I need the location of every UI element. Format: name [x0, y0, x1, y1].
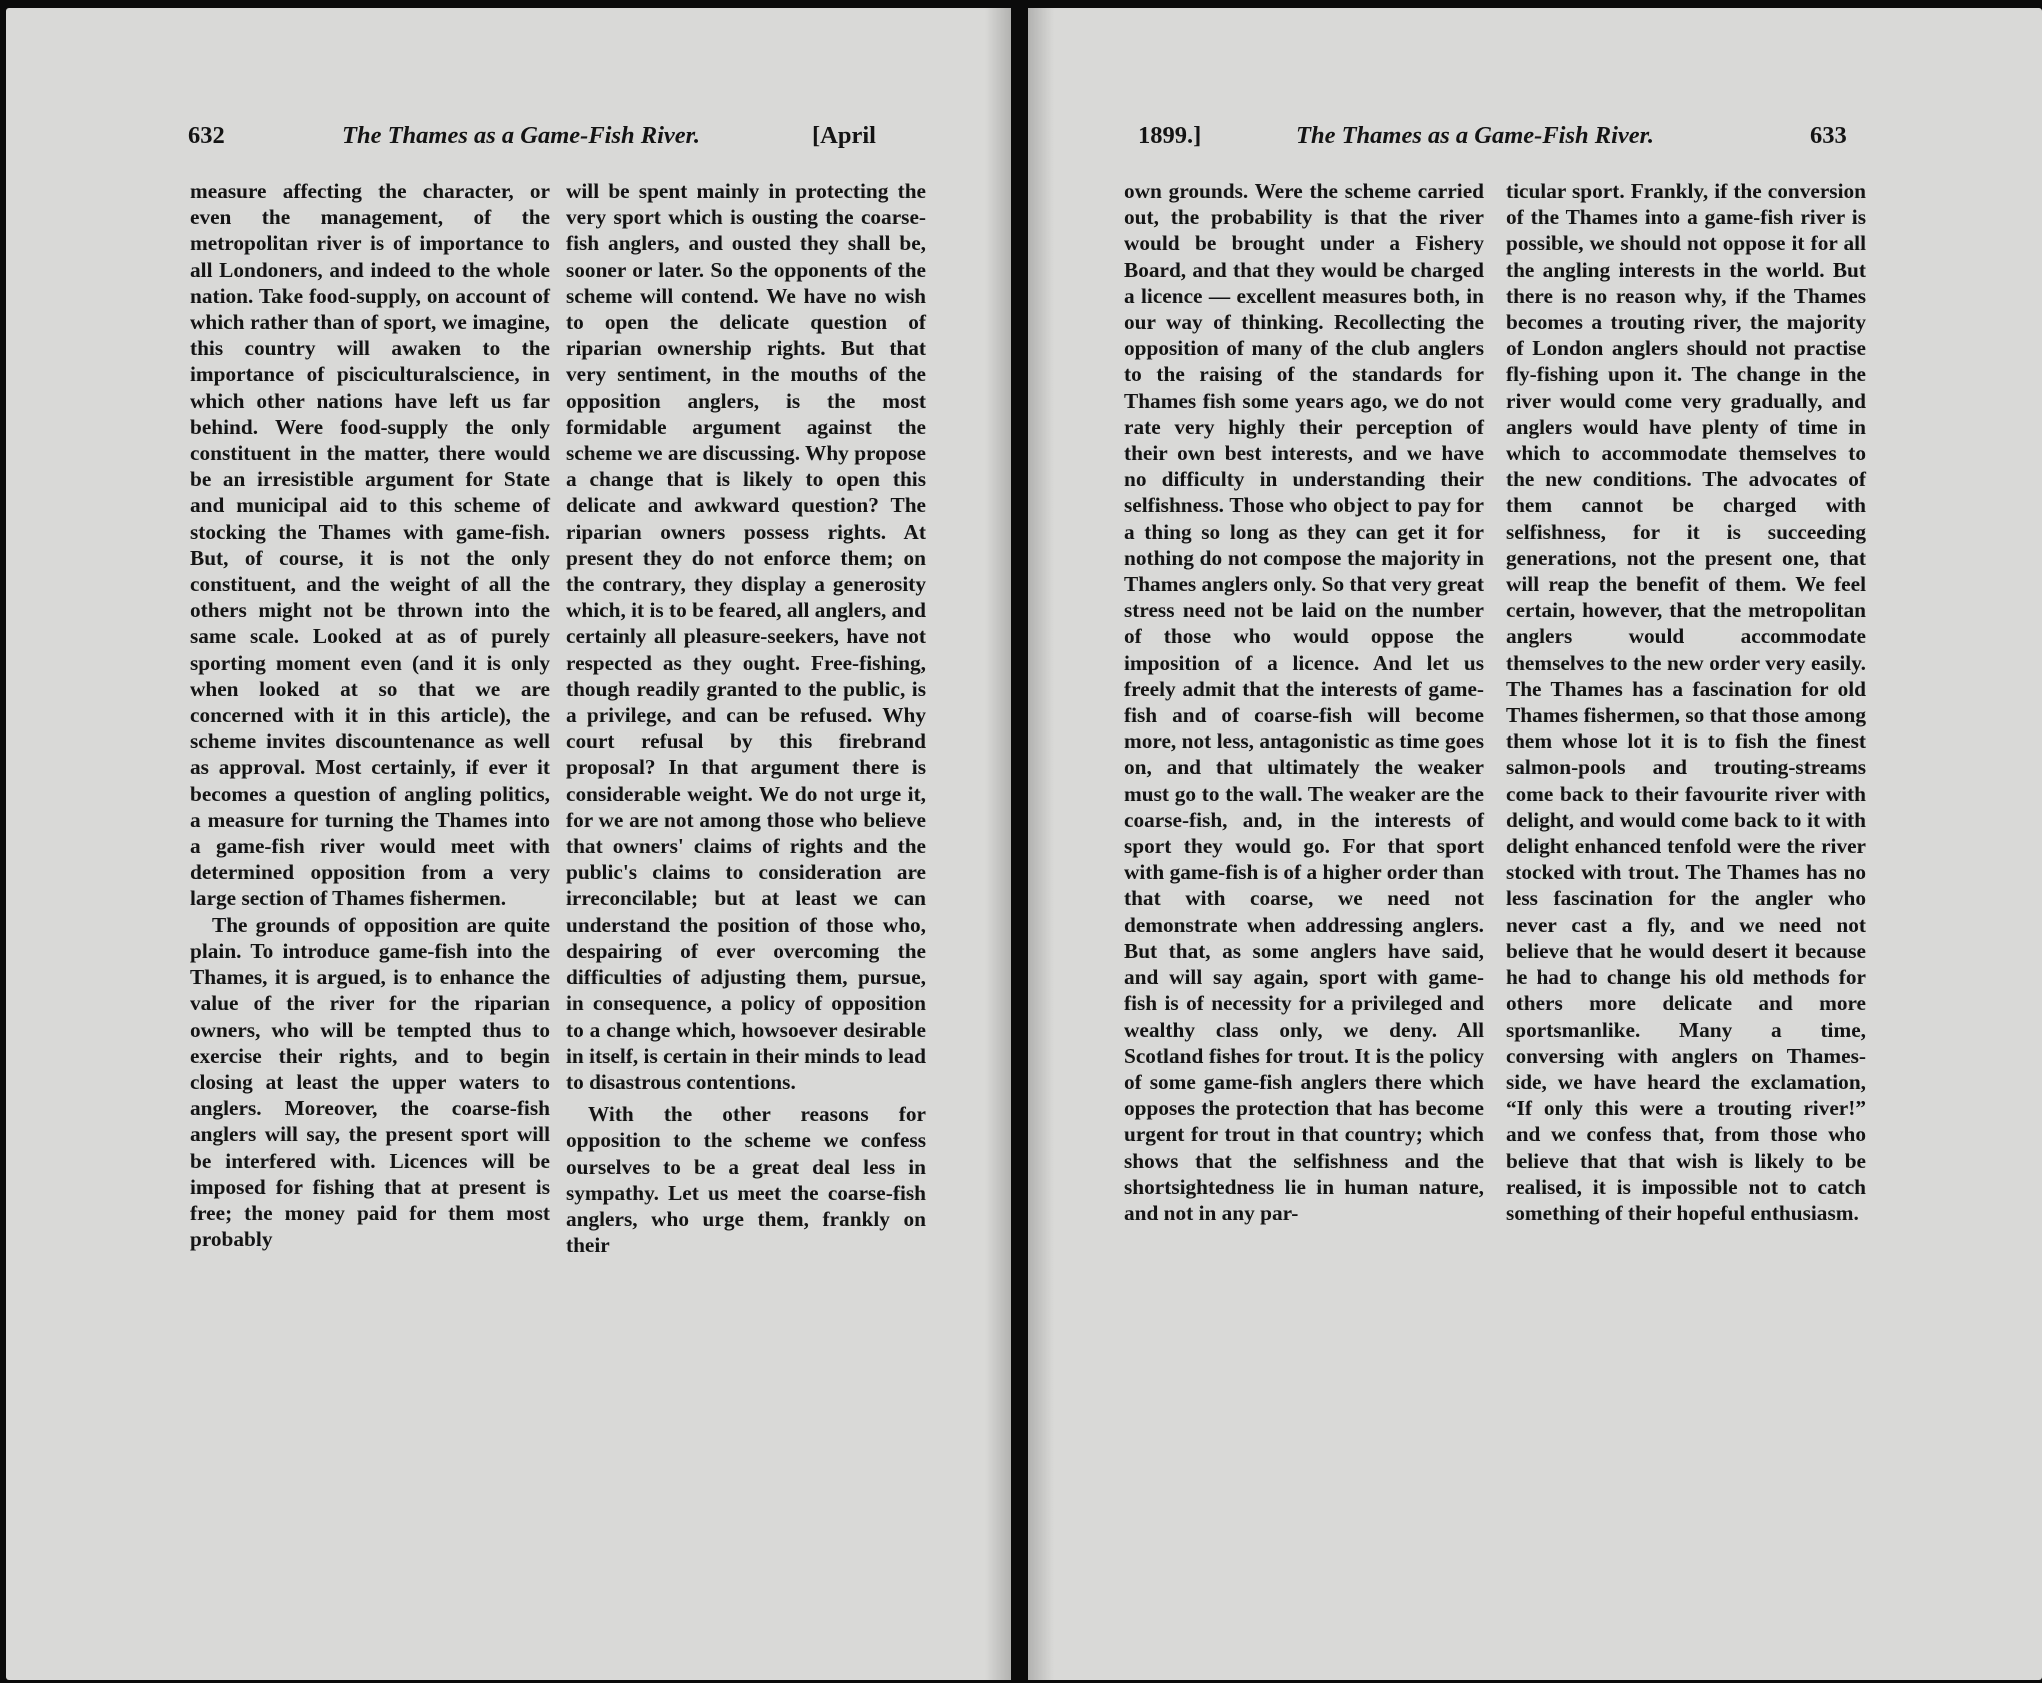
- page-number-right: 633: [1810, 122, 1847, 149]
- running-title-left: [342, 122, 700, 150]
- header-date-left: [April: [812, 122, 876, 149]
- paragraph: With the other reasons for opposition to the scheme we confess ourselves to be a great deal less in sympathy. Let us meet the coarse-fish anglers, who urge them, frankly on their: [566, 1102, 926, 1258]
- page-number-left: 632: [188, 122, 225, 149]
- left-page: [6, 8, 1011, 1680]
- right-page: [1028, 8, 2042, 1680]
- running-title-right: [1296, 122, 1654, 150]
- paragraph: will be spent mainly in protecting the very sport which is ousting the coarse-fish anglers, and ousted they shall be, sooner or later. So the opponents of the scheme will contend. We have no wish to open the delicate question of riparian ownership rights. But that very sentiment, in the mouths of the opposition anglers, is the most formidable argument against the scheme we are discussing. Why propose a change that is likely to open this delicate and awkward question? The riparian owners possess rights. At present they do not enforce them; on the contrary, they display a generosity which, it is to be feared, all anglers, and certainly all pleasure-seekers, have not respected as they ought. Free-fishing, though readily granted to the public, is a privilege, and can be refused. Why court refusal by this firebrand proposal? In that argument there is considerable weight. We do not urge it, for we are not among those who believe that owners' claims of rights and the public's claims to consideration are irreconcilable; but at least we can understand the position of those who, despairing of ever overcoming the difficulties of adjusting them, pursue, in consequence, a policy of opposition to a change which, howsoever desirable in itself, is certain in their minds to lead to disastrous contentions.: [566, 179, 926, 1094]
- paragraph: measure affecting the character, or even the management, of the metropolitan river is of importance to all Londoners, and indeed to the whole nation. Take food-supply, on account of which rather than of sport, we imagine, this country will awaken to the importance of pisciculturalscience, in which other nations have left us far behind. Were food-supply the only constituent in the matter, there would be an irresistible argument for State and municipal aid to this scheme of stocking the Thames with game-fish. But, of course, it is not the only constituent, and the weight of all the others might not be thrown into the same scale. Looked at as of purely sporting moment even (and it is only when looked at so that we are concerned with it in this article), the scheme invites discountenance as well as approval. Most certainly, if ever it becomes a question of angling politics, a measure for turning the Thames into a game-fish river would meet with determined opposition from a very large section of Thames fishermen.: [190, 179, 550, 911]
- text-column-1: [190, 178, 550, 1252]
- text-column-4: [1506, 178, 1866, 1226]
- paragraph: The grounds of opposition are quite plain. To introduce game-fish into the Thames, it is argued, is to enhance the value of the river for the riparian owners, who will be tempted thus to exercise their rights, and to begin closing at least the upper waters to anglers. Moreover, the coarse-fish anglers will say, the present sport will be interfered with. Licences will be imposed for fishing that at present is free; the money paid for them most probably: [190, 912, 550, 1252]
- running-title-left-text: The Thames as a Game-Fish River.: [342, 122, 700, 149]
- paragraph: own grounds. Were the scheme carried out, the probability is that the river would be brought under a Fishery Board, and that they would be charged a licence — excellent measures both, in our way of thinking. Recollecting the opposition of many of the club anglers to the raising of the standards for Thames fish some years ago, we do not rate very highly their perception of their own best interests, and we have no difficulty in understanding their selfishness. Those who object to pay for a thing so long as they can get it for nothing do not compose the majority in Thames anglers only. So that very great stress need not be laid on the number of those who would oppose the imposition of a licence. And let us freely admit that the interests of game-fish and of coarse-fish will become more, not less, antagonistic as time goes on, and that ultimately the weaker must go to the wall. The weaker are the coarse-fish, and, in the interests of sport they would go. For that sport with game-fish is of a higher order than that with coarse, we need not demonstrate when addressing anglers. But that, as some anglers have said, and will say again, sport with game-fish is of necessity for a privileged and wealthy class only, we deny. All Scotland fishes for trout. It is the policy of some game-fish anglers there which opposes the protection that has become urgent for trout in that country; which shows that the selfishness and the shortsightedness lie in human nature, and not in any par-: [1124, 179, 1484, 1225]
- header-date-right: 1899.]: [1138, 122, 1202, 149]
- text-column-2: [566, 178, 926, 1258]
- text-column-3: [1124, 178, 1484, 1226]
- paragraph: ticular sport. Frankly, if the conversion of the Thames into a game-fish river is possible, we should not oppose it for all the angling interests in the world. But there is no reason why, if the Thames becomes a trouting river, the majority of London anglers should not practise fly-fishing upon it. The change in the river would come very gradually, and anglers would have plenty of time in which to accommodate themselves to the new conditions. The advocates of them cannot be charged with selfishness, for it is succeeding generations, not the present one, that will reap the benefit of them. We feel certain, however, that the metropolitan anglers would accommodate themselves to the new order very easily. The Thames has a fascination for old Thames fishermen, so that those among them whose lot it is to fish the finest salmon-pools and trouting-streams come back to their favourite river with delight, and would come back to it with delight enhanced tenfold were the river stocked with trout. The Thames has no less fascination for the angler who never cast a fly, and we need not believe that he would desert it because he had to change his old methods for others more delicate and more sportsmanlike. Many a time, conversing with anglers on Thames-side, we have heard the exclamation, “If only this were a trouting river!” and we confess that, from those who believe that that wish is likely to be realised, it is impossible not to catch something of their hopeful enthusiasm.: [1506, 179, 1866, 1225]
- running-title-right-text: The Thames as a Game-Fish River.: [1296, 122, 1654, 149]
